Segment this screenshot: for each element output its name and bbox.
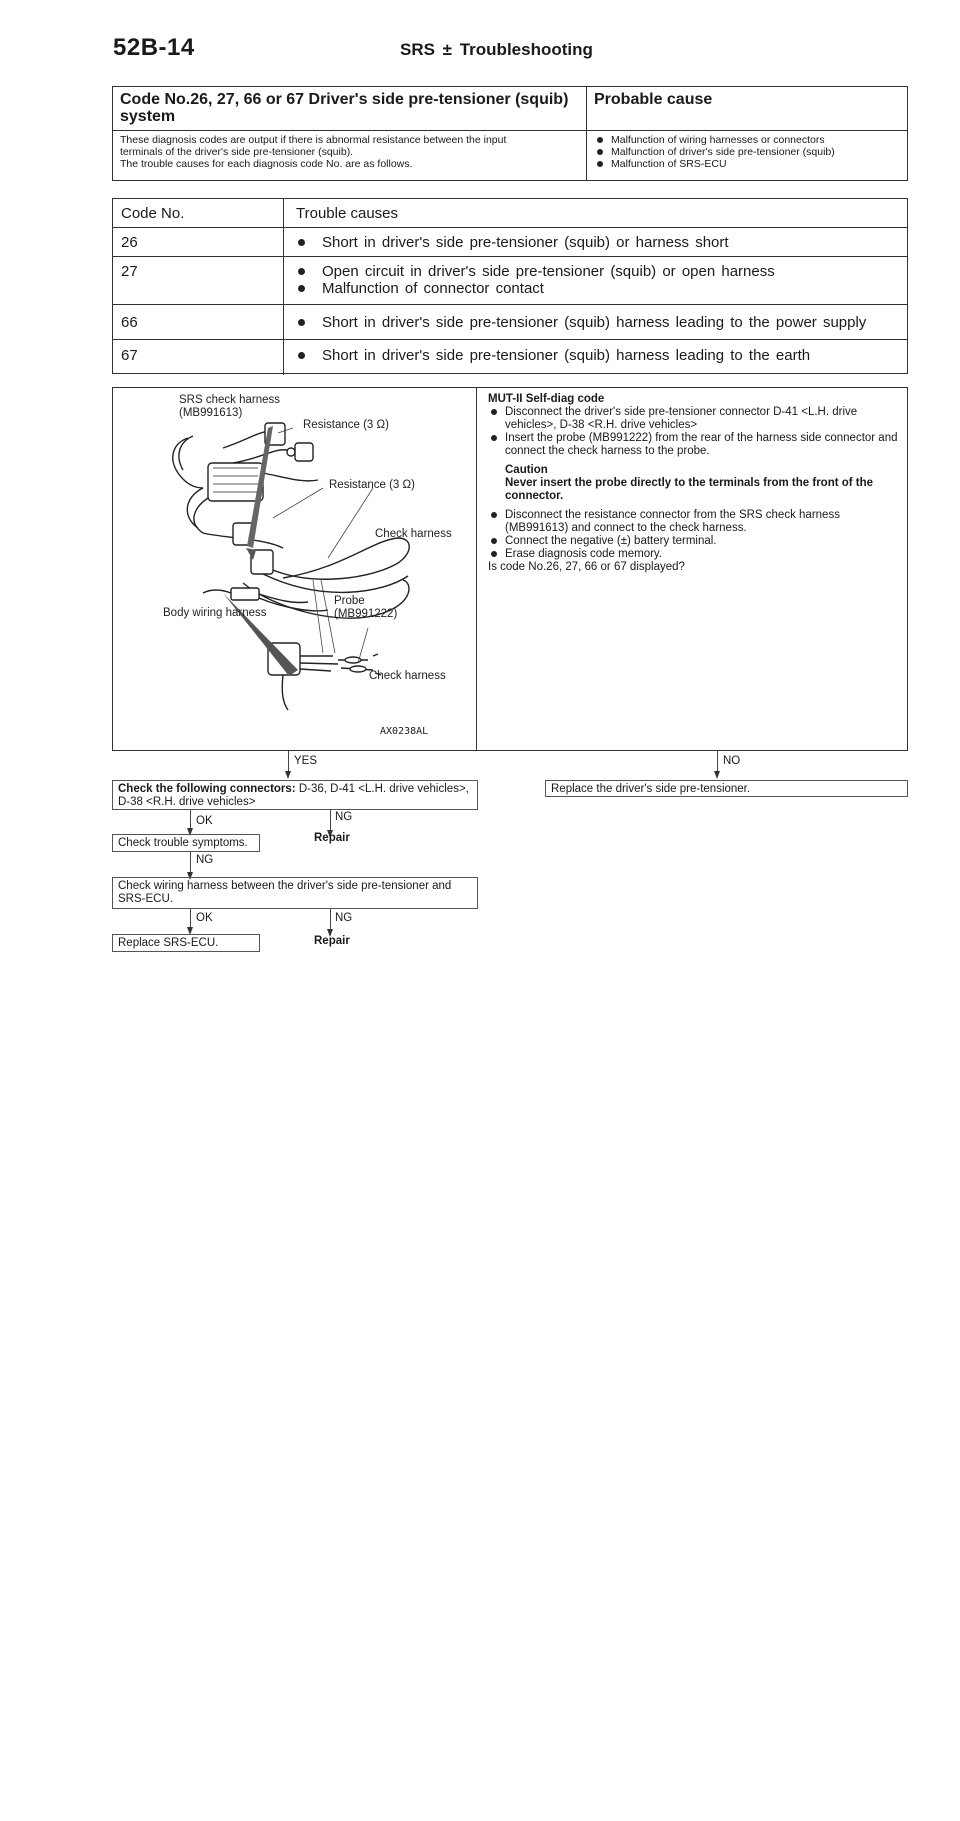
page-number: 52B-14 — [113, 34, 195, 61]
description-line: terminals of the driver's side pre-tensioner (squib). — [120, 146, 354, 158]
procedure-step: Disconnect the resistance connector from the SRS check harness (MB991613) and connect to the check harness. — [488, 509, 900, 535]
ng-label: NG — [335, 811, 353, 823]
resistance-label: Resistance (3 Ω) — [303, 419, 389, 431]
yes-label: YES — [294, 755, 318, 767]
check-connectors-detail: D-36, D-41 <L.H. drive vehicles>, D-38 <R.H. drive vehicles> — [118, 783, 469, 808]
diagnosis-description — [113, 131, 586, 173]
ok-label: OK — [196, 912, 213, 924]
replace-pretensioner-step: Replace the driver's side pre-tensioner. — [545, 780, 908, 797]
trouble-cause: Short in driver's side pre-tensioner (squib) or harness short — [296, 234, 901, 251]
figure-code: AX0238AL — [380, 726, 429, 737]
check-harness-label: Check harness — [369, 670, 446, 682]
trouble-cause-header-row — [113, 199, 907, 228]
causes-column-header: Trouble causes — [296, 205, 398, 222]
check-trouble-symptoms-step: Check trouble symptoms. — [112, 834, 260, 852]
replace-srs-ecu-step: Replace SRS-ECU. — [112, 934, 260, 952]
procedure-instructions — [488, 393, 900, 574]
table-row — [113, 305, 907, 340]
probable-cause-item: Malfunction of SRS-ECU — [594, 158, 900, 170]
check-wiring-harness-step: Check wiring harness between the driver's side pre-tensioner and SRS-ECU. — [112, 877, 478, 909]
code-value: 66 — [121, 314, 138, 331]
procedure-title: MUT-II Self-diag code — [488, 393, 605, 405]
label-line: (MB991222) — [334, 608, 398, 620]
code-value: 26 — [121, 234, 138, 251]
probable-cause-item: Malfunction of wiring harnesses or connectors — [594, 134, 900, 146]
trouble-cause: Malfunction of connector contact — [296, 280, 901, 297]
procedure-step: Erase diagnosis code memory. — [488, 548, 900, 561]
description-line: The trouble causes for each diagnosis code No. are as follows. — [120, 158, 413, 170]
procedure-step: Insert the probe (MB991222) from the rear of the harness side connector and connect the check harness to the probe. — [488, 432, 900, 458]
diagnosis-description-column — [113, 87, 587, 180]
code-value: 27 — [121, 263, 138, 280]
ok-label: OK — [196, 815, 213, 827]
table-row — [113, 340, 907, 375]
description-line: These diagnosis codes are output if there is abnormal resistance between the input — [120, 134, 507, 146]
probable-cause-column — [587, 87, 907, 180]
trouble-cause: Short in driver's side pre-tensioner (squib) harness leading to the earth — [296, 347, 901, 364]
label-line: Probe — [334, 595, 365, 607]
probable-cause-item: Malfunction of driver's side pre-tensioner (squib) — [594, 146, 900, 158]
check-harness-label: Check harness — [375, 528, 452, 540]
resistance-label: Resistance (3 Ω) — [329, 479, 415, 491]
ng-label: NG — [196, 854, 214, 866]
page-title: SRS ± Troubleshooting — [400, 40, 593, 59]
no-label: NO — [723, 755, 741, 767]
trouble-cause: Open circuit in driver's side pre-tensioner (squib) or open harness — [296, 263, 901, 280]
label-line: (MB991613) — [179, 407, 243, 419]
code-value: 67 — [121, 347, 138, 364]
ng-label: NG — [335, 912, 353, 924]
code-column-header: Code No. — [121, 205, 185, 222]
body-wiring-harness-label: Body wiring harness — [163, 607, 267, 619]
procedure-step: Connect the negative (±) battery terminal. — [488, 535, 900, 548]
probable-cause-list — [587, 131, 907, 173]
procedure-step: Disconnect the driver's side pre-tensioner connector D-41 <L.H. drive vehicles>, D-38 <R.H. drive vehicles> — [488, 406, 900, 432]
trouble-cause: Short in driver's side pre-tensioner (squib) harness leading to the power supply — [296, 314, 901, 331]
table-row — [113, 257, 907, 305]
table-row — [113, 228, 907, 257]
diagnosis-code-title: Code No.26, 27, 66 or 67 Driver's side pre-tensioner (squib) system — [113, 87, 586, 131]
diagnosis-code-table — [112, 86, 908, 181]
check-connectors-step — [112, 780, 478, 810]
trouble-cause-table — [112, 198, 908, 374]
repair-result: Repair — [314, 832, 350, 844]
repair-result: Repair — [314, 935, 350, 947]
harness-connection-illustration — [113, 388, 476, 752]
procedure-question: Is code No.26, 27, 66 or 67 displayed? — [488, 561, 685, 573]
caution-title: Caution — [505, 464, 548, 476]
caution-note — [505, 464, 900, 503]
probe-label — [334, 595, 397, 621]
label-line: SRS check harness — [179, 394, 280, 406]
probable-cause-title: Probable cause — [587, 87, 907, 131]
procedure-panel — [112, 387, 908, 751]
check-connectors-heading: Check the following connectors: — [118, 783, 296, 795]
caution-text: Never insert the probe directly to the terminals from the front of the connector. — [505, 477, 874, 502]
srs-check-harness-label — [179, 394, 280, 420]
